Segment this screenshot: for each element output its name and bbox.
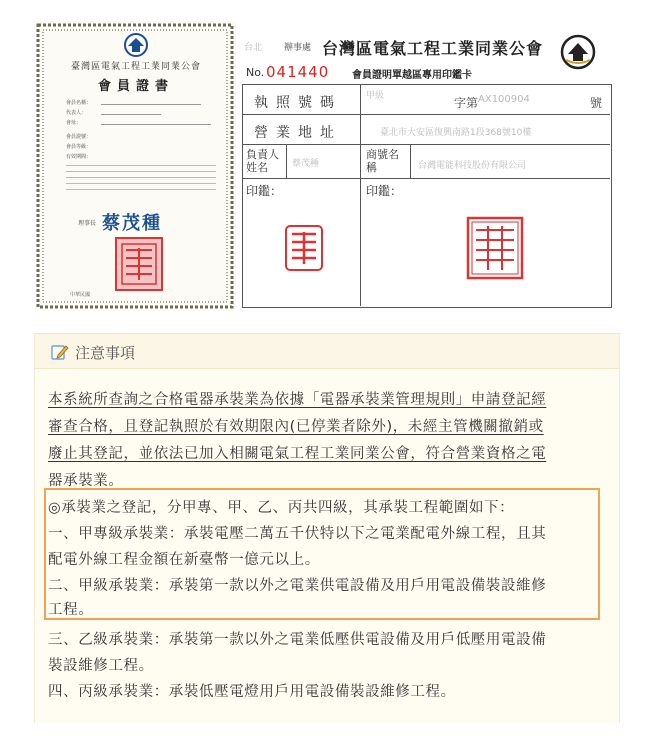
notice-title: 注意事項 xyxy=(75,344,136,362)
license-word: 字第 xyxy=(454,96,479,110)
grade-line: 一、甲專級承裝業：承裝電壓二萬五千伏特以下之電業配電外線工程，且其 xyxy=(48,526,547,542)
company-seal-icon xyxy=(466,216,524,280)
seal-label-left: 印鑑： xyxy=(246,184,283,198)
license-class: 甲級 xyxy=(366,91,385,101)
company-label: 商號名稱 xyxy=(366,148,399,174)
pencil-note-icon xyxy=(51,343,69,361)
intro-line: 本系統所查詢之合格電器承裝業為依據「電器承裝業管理規則」申請登記經 xyxy=(48,392,547,408)
address-label: 營業地址 xyxy=(254,125,342,141)
seal-emblem-icon xyxy=(121,33,151,57)
license-suffix: 號 xyxy=(590,96,603,110)
certificate-line: 代表人： xyxy=(66,110,87,116)
grade-line: 四、丙級承裝業：承裝低壓電燈用戶用電設備裝設維修工程。 xyxy=(48,684,456,700)
card-number: 041440 xyxy=(266,63,330,81)
intro-line: 廢止其登記，並依法已加入相關電氣工程工業同業公會，符合營業資格之電 xyxy=(48,446,547,462)
certificate-heading: 臺灣區電氣工程工業同業公會 xyxy=(70,62,201,72)
notice-panel xyxy=(34,333,620,723)
member-certificate xyxy=(34,21,236,311)
chairman-signature: 蔡茂種 xyxy=(102,213,162,234)
certificate-footer: 中華民國 xyxy=(70,292,91,298)
grade-line: ◎承裝業之登記，分甲專、甲、乙、丙共四級，其承裝工程範圍如下： xyxy=(48,500,515,516)
grade-line: 配電外線工程金額在新臺幣一億元以上。 xyxy=(48,552,320,568)
association-logo-icon xyxy=(560,34,596,70)
card-subtitle: 會員證明單越區專用印鑑卡 xyxy=(352,70,472,81)
intro-line: 審查合格，且登記執照於有效期限內(已停業者除外)，未經主管機關撤銷或 xyxy=(48,419,544,435)
company-value: 台灣電能科技股份有限公司 xyxy=(418,161,527,171)
notice-header xyxy=(35,333,619,369)
grade-line: 二、甲級承裝業：承裝第一款以外之電業供電設備及用戶用電設備裝設維修 xyxy=(48,578,547,594)
certificate-line: 會址： xyxy=(66,120,82,126)
card-sub-prefix: 辦事處 xyxy=(284,43,312,53)
owner-value: 蔡茂種 xyxy=(292,159,320,169)
chairman-label: 理事長 xyxy=(78,220,97,227)
card-prefix: 台北 xyxy=(244,43,263,53)
card-table xyxy=(242,84,612,308)
certificate-line: 會員名稱： xyxy=(66,100,92,106)
license-label: 執照號碼 xyxy=(254,95,342,111)
seal-card xyxy=(240,26,616,312)
license-value: AX100904 xyxy=(478,94,530,105)
card-org-name: 台灣區電氣工程工業同業公會 xyxy=(322,39,544,58)
grade-line: 三、乙級承裝業：承裝第一款以外之電業低壓供電設備及用戶低壓用電設備 xyxy=(48,632,547,648)
certificate-line: 會員證號： xyxy=(66,134,92,140)
certificate-title: 會員證書 xyxy=(97,79,174,94)
seal-label-right: 印鑑： xyxy=(366,184,403,198)
owner-label: 負責人姓名 xyxy=(246,148,279,174)
grade-line: 工程。 xyxy=(48,602,94,618)
intro-line: 器承裝業。 xyxy=(48,473,124,489)
address-value: 臺北市大安區復興南路1段368號10樓 xyxy=(380,128,532,138)
grade-line: 裝設維修工程。 xyxy=(48,658,154,674)
card-number-label: No. xyxy=(246,66,265,79)
red-seal-icon xyxy=(114,236,164,292)
owner-seal-icon xyxy=(284,224,324,272)
certificate-line: 有效期間： xyxy=(66,154,92,160)
certificate-line: 會員等級： xyxy=(66,144,92,150)
